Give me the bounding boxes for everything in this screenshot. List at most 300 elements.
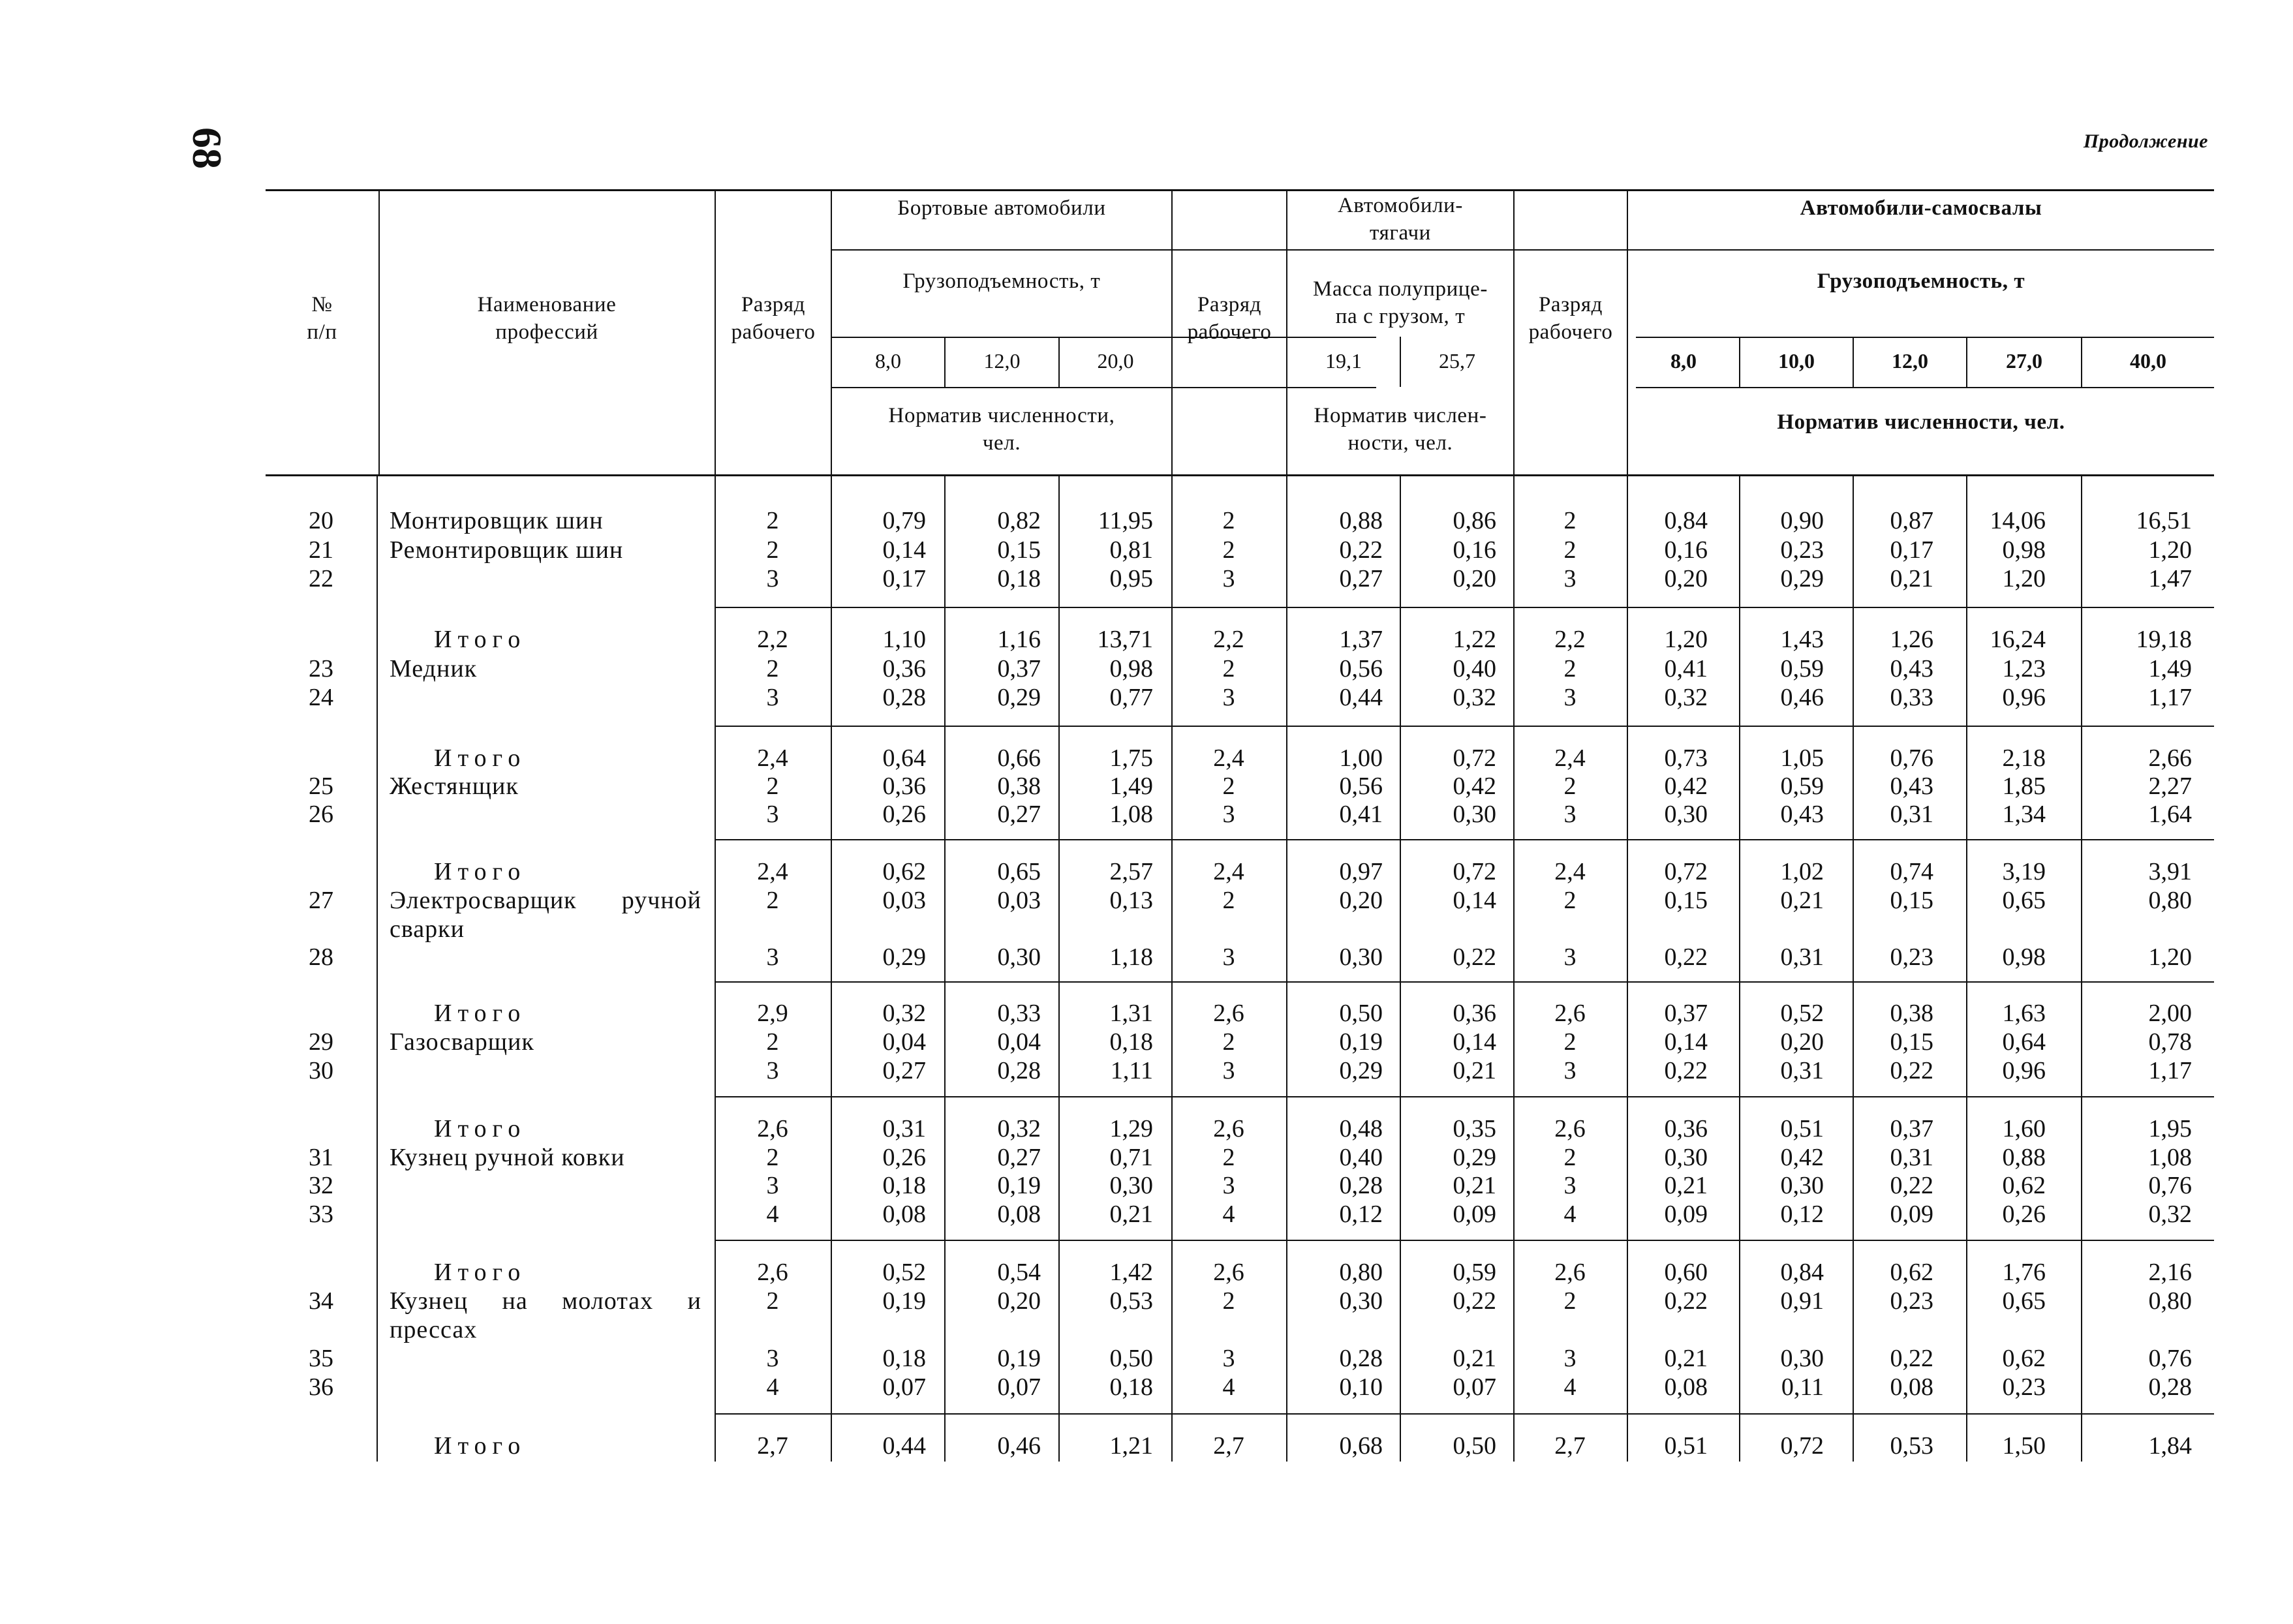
profession-word: на bbox=[502, 1287, 528, 1315]
grade-value: 3 bbox=[1222, 565, 1235, 592]
norm-value: 0,37 bbox=[1890, 1115, 1933, 1142]
header-name: Наименование профессий bbox=[477, 293, 617, 345]
norm-value: 0,88 bbox=[2002, 1144, 2046, 1171]
grade-value: 2 bbox=[766, 1287, 779, 1315]
grade-value: 3 bbox=[766, 1057, 779, 1084]
profession-word: Кузнец bbox=[390, 1287, 469, 1315]
norm-value: 0,77 bbox=[1109, 684, 1153, 711]
norm-value: 1,47 bbox=[2148, 565, 2192, 592]
norm-value: 0,14 bbox=[882, 536, 926, 564]
row-number: 24 bbox=[309, 684, 333, 711]
norm-value: 0,18 bbox=[997, 565, 1041, 592]
grade-value: 2,6 bbox=[757, 1259, 788, 1286]
norm-value: 0,30 bbox=[1339, 943, 1383, 971]
profession-word: ручной bbox=[621, 887, 701, 914]
row-number: 33 bbox=[309, 1201, 333, 1228]
norm-value: 0,22 bbox=[1339, 536, 1383, 564]
norm-value: 0,07 bbox=[997, 1373, 1041, 1401]
body-column-rule bbox=[1286, 474, 1287, 1462]
norm-value: 0,38 bbox=[1890, 1000, 1933, 1027]
norm-value: 0,73 bbox=[1664, 744, 1708, 772]
norm-value: 3,19 bbox=[2002, 858, 2046, 885]
rule-top bbox=[266, 189, 2214, 191]
norm-value: 0,56 bbox=[1339, 655, 1383, 682]
profession-word: и bbox=[687, 1287, 701, 1315]
norm-value: 0,72 bbox=[1453, 858, 1496, 885]
header-grade-2: Разряд рабочего bbox=[1187, 293, 1272, 345]
norm-value: 0,21 bbox=[1664, 1172, 1708, 1199]
norm-value: 0,21 bbox=[1664, 1345, 1708, 1372]
header-samo-capacity: Грузоподъемность, т bbox=[1817, 269, 2025, 293]
norm-value: 0,32 bbox=[1453, 684, 1496, 711]
grade-value: 2 bbox=[1222, 507, 1235, 534]
continuation-label: Продолжение bbox=[2083, 130, 2208, 152]
norm-value: 0,27 bbox=[997, 1144, 1041, 1171]
norm-value: 0,08 bbox=[1664, 1373, 1708, 1401]
grade-value: 2,4 bbox=[1213, 744, 1244, 772]
norm-value: 0,33 bbox=[997, 1000, 1041, 1027]
norm-value: 0,18 bbox=[882, 1345, 926, 1372]
rule-h1 bbox=[831, 249, 2214, 251]
norm-value: 0,21 bbox=[1453, 1172, 1496, 1199]
norm-value: 1,29 bbox=[1109, 1115, 1153, 1142]
norm-value: 0,43 bbox=[1890, 655, 1933, 682]
norm-value: 0,86 bbox=[1453, 507, 1496, 534]
grade-value: 2,4 bbox=[1554, 858, 1586, 885]
norm-value: 0,18 bbox=[882, 1172, 926, 1199]
norm-value: 0,66 bbox=[997, 744, 1041, 772]
norm-value: 0,79 bbox=[882, 507, 926, 534]
norm-value: 1,23 bbox=[2002, 655, 2046, 682]
norm-value: 1,08 bbox=[1109, 801, 1153, 828]
group-separator bbox=[715, 981, 2214, 983]
grade-value: 2,4 bbox=[1213, 858, 1244, 885]
norm-value: 16,51 bbox=[2136, 507, 2192, 534]
norm-value: 0,42 bbox=[1664, 773, 1708, 800]
norm-value: 0,88 bbox=[1339, 507, 1383, 534]
itogo-label: Итого bbox=[434, 1432, 527, 1460]
norm-value: 1,26 bbox=[1890, 626, 1933, 653]
grade-value: 2 bbox=[1222, 1287, 1235, 1315]
norm-value: 1,02 bbox=[1780, 858, 1824, 885]
norm-value: 1,18 bbox=[1109, 943, 1153, 971]
group-separator bbox=[715, 839, 2214, 840]
body-column-rule bbox=[377, 474, 378, 1462]
norm-value: 0,22 bbox=[1664, 943, 1708, 971]
norm-value: 1,49 bbox=[1109, 773, 1153, 800]
norm-value: 0,12 bbox=[1780, 1201, 1824, 1228]
norm-value: 1,76 bbox=[2002, 1259, 2046, 1286]
grade-value: 3 bbox=[1563, 565, 1577, 592]
norm-value: 0,32 bbox=[1664, 684, 1708, 711]
grade-value: 2 bbox=[1563, 1287, 1577, 1315]
grade-value: 2 bbox=[1563, 1028, 1577, 1056]
header-bort-norm: Норматив численности, чел. bbox=[888, 404, 1115, 455]
norm-value: 0,27 bbox=[997, 801, 1041, 828]
norm-value: 0,91 bbox=[1780, 1287, 1824, 1315]
norm-value: 0,26 bbox=[882, 801, 926, 828]
row-number: 31 bbox=[309, 1144, 333, 1171]
norm-value: 0,04 bbox=[882, 1028, 926, 1056]
norm-value: 0,29 bbox=[1453, 1144, 1496, 1171]
grade-value: 2,6 bbox=[1213, 1115, 1244, 1142]
row-number: 27 bbox=[309, 887, 333, 914]
norm-value: 1,22 bbox=[1453, 626, 1496, 653]
grade-value: 2 bbox=[1222, 536, 1235, 564]
norm-value: 0,64 bbox=[2002, 1028, 2046, 1056]
grade-value: 2 bbox=[766, 773, 779, 800]
profession-word: молотах bbox=[562, 1287, 654, 1315]
profession-name: Монтировщик шин bbox=[390, 507, 604, 534]
norm-value: 0,15 bbox=[1890, 887, 1933, 914]
norm-value: 0,59 bbox=[1453, 1259, 1496, 1286]
grade-value: 2 bbox=[1563, 773, 1577, 800]
header-sub-value: 20,0 bbox=[1097, 349, 1134, 373]
norm-value: 0,97 bbox=[1339, 858, 1383, 885]
norm-value: 0,07 bbox=[882, 1373, 926, 1401]
norm-value: 0,20 bbox=[1780, 1028, 1824, 1056]
norm-value: 0,59 bbox=[1780, 655, 1824, 682]
grade-value: 4 bbox=[1563, 1201, 1577, 1228]
norm-value: 0,62 bbox=[2002, 1172, 2046, 1199]
profession-name: Жестянщик bbox=[390, 773, 519, 800]
norm-value: 0,15 bbox=[1664, 887, 1708, 914]
norm-value: 0,20 bbox=[1664, 565, 1708, 592]
norm-value: 0,50 bbox=[1339, 1000, 1383, 1027]
group-separator bbox=[715, 1096, 2214, 1097]
norm-value: 1,43 bbox=[1780, 626, 1824, 653]
norm-value: 0,29 bbox=[882, 943, 926, 971]
norm-value: 0,28 bbox=[1339, 1345, 1383, 1372]
grade-value: 2,2 bbox=[1554, 626, 1586, 653]
norm-value: 0,21 bbox=[1890, 565, 1933, 592]
row-number: 20 bbox=[309, 507, 333, 534]
grade-value: 2 bbox=[1563, 655, 1577, 682]
norm-value: 13,71 bbox=[1097, 626, 1153, 653]
grade-value: 2 bbox=[766, 536, 779, 564]
header-sub-value: 8,0 bbox=[1670, 349, 1697, 373]
norm-value: 0,53 bbox=[1890, 1432, 1933, 1460]
grade-value: 2,2 bbox=[757, 626, 788, 653]
norm-value: 0,18 bbox=[1109, 1028, 1153, 1056]
profession-word: Электросварщик bbox=[390, 887, 577, 914]
norm-value: 0,80 bbox=[2148, 887, 2192, 914]
grade-value: 3 bbox=[1222, 1345, 1235, 1372]
norm-value: 0,74 bbox=[1890, 858, 1933, 885]
norm-value: 0,33 bbox=[1890, 684, 1933, 711]
norm-value: 0,28 bbox=[1339, 1172, 1383, 1199]
norm-value: 0,50 bbox=[1453, 1432, 1496, 1460]
norm-value: 0,36 bbox=[882, 655, 926, 682]
norm-value: 0,11 bbox=[1781, 1373, 1824, 1401]
profession-name bbox=[390, 886, 701, 915]
norm-value: 0,50 bbox=[1109, 1345, 1153, 1372]
norm-value: 0,30 bbox=[1664, 1144, 1708, 1171]
norm-value: 0,22 bbox=[1890, 1057, 1933, 1084]
norm-value: 0,98 bbox=[2002, 536, 2046, 564]
grade-value: 4 bbox=[1222, 1201, 1235, 1228]
grade-value: 3 bbox=[1563, 943, 1577, 971]
norm-value: 0,23 bbox=[1780, 536, 1824, 564]
norm-value: 0,43 bbox=[1780, 801, 1824, 828]
grade-value: 2 bbox=[766, 1028, 779, 1056]
norm-value: 0,22 bbox=[1890, 1172, 1933, 1199]
grade-value: 2,6 bbox=[1213, 1000, 1244, 1027]
grade-value: 2 bbox=[766, 887, 779, 914]
grade-value: 3 bbox=[1563, 684, 1577, 711]
norm-value: 0,22 bbox=[1664, 1287, 1708, 1315]
norm-value: 0,48 bbox=[1339, 1115, 1383, 1142]
norm-value: 1,20 bbox=[2002, 565, 2046, 592]
norm-value: 1,37 bbox=[1339, 626, 1383, 653]
header-sub-value: 40,0 bbox=[2130, 349, 2166, 373]
norm-value: 0,31 bbox=[1890, 1144, 1933, 1171]
norm-value: 0,19 bbox=[997, 1172, 1041, 1199]
grade-value: 2,4 bbox=[757, 858, 788, 885]
norm-value: 2,57 bbox=[1109, 858, 1153, 885]
norm-value: 0,78 bbox=[2148, 1028, 2192, 1056]
row-number: 32 bbox=[309, 1172, 333, 1199]
norm-value: 0,90 bbox=[1780, 507, 1824, 534]
header-no: № п/п bbox=[307, 293, 337, 345]
norm-value: 0,76 bbox=[2148, 1172, 2192, 1199]
norm-value: 0,20 bbox=[1339, 887, 1383, 914]
norm-value: 0,20 bbox=[1453, 565, 1496, 592]
body-column-rule bbox=[1400, 474, 1401, 1462]
rule-h2b bbox=[1636, 337, 2214, 338]
grade-value: 2,2 bbox=[1213, 626, 1244, 653]
row-number: 30 bbox=[309, 1057, 333, 1084]
grade-value: 3 bbox=[766, 684, 779, 711]
norm-value: 0,08 bbox=[882, 1201, 926, 1228]
grade-value: 2,4 bbox=[757, 744, 788, 772]
norm-value: 0,42 bbox=[1453, 773, 1496, 800]
norm-value: 0,21 bbox=[1109, 1201, 1153, 1228]
norm-value: 0,76 bbox=[2148, 1345, 2192, 1372]
norm-value: 19,18 bbox=[2136, 626, 2192, 653]
grade-value: 2 bbox=[1563, 887, 1577, 914]
norm-value: 0,65 bbox=[997, 858, 1041, 885]
norm-value: 0,71 bbox=[1109, 1144, 1153, 1171]
body-column-rule bbox=[715, 474, 716, 1462]
header-tyag-mass: Масса полуприце- па с грузом, т bbox=[1313, 277, 1488, 329]
page-number: 68 bbox=[184, 127, 230, 169]
norm-value: 0,64 bbox=[882, 744, 926, 772]
grade-value: 2 bbox=[1222, 655, 1235, 682]
norm-value: 0,98 bbox=[1109, 655, 1153, 682]
norm-value: 0,36 bbox=[1664, 1115, 1708, 1142]
header-sub-value: 10,0 bbox=[1778, 349, 1815, 373]
norm-value: 0,16 bbox=[1664, 536, 1708, 564]
body-column-rule bbox=[2081, 474, 2082, 1462]
grade-value: 3 bbox=[1222, 1172, 1235, 1199]
norm-value: 1,42 bbox=[1109, 1259, 1153, 1286]
norm-value: 1,10 bbox=[882, 626, 926, 653]
grade-value: 3 bbox=[766, 1172, 779, 1199]
row-number: 28 bbox=[309, 943, 333, 971]
header-sub-value: 8,0 bbox=[875, 349, 901, 373]
norm-value: 0,46 bbox=[1780, 684, 1824, 711]
norm-value: 0,95 bbox=[1109, 565, 1153, 592]
norm-value: 0,30 bbox=[1109, 1172, 1153, 1199]
profession-name: сварки bbox=[390, 915, 465, 943]
norm-value: 1,16 bbox=[997, 626, 1041, 653]
norm-value: 1,60 bbox=[2002, 1115, 2046, 1142]
grade-value: 4 bbox=[1222, 1373, 1235, 1401]
grade-value: 3 bbox=[766, 565, 779, 592]
profession-name: Кузнец ручной ковки bbox=[390, 1144, 625, 1171]
norm-value: 1,05 bbox=[1780, 744, 1824, 772]
profession-name: прессах bbox=[390, 1316, 478, 1343]
group-separator bbox=[715, 607, 2214, 608]
body-column-rule bbox=[1058, 474, 1060, 1462]
header-bort-capacity: Грузоподъемность, т bbox=[902, 269, 1101, 293]
norm-value: 0,23 bbox=[2002, 1373, 2046, 1401]
body-column-rule bbox=[1171, 474, 1173, 1462]
grade-value: 2,7 bbox=[1213, 1432, 1244, 1460]
norm-value: 0,62 bbox=[882, 858, 926, 885]
grade-value: 3 bbox=[766, 943, 779, 971]
norm-value: 0,52 bbox=[882, 1259, 926, 1286]
grade-value: 3 bbox=[1563, 1345, 1577, 1372]
norm-value: 2,18 bbox=[2002, 744, 2046, 772]
norm-value: 0,38 bbox=[997, 773, 1041, 800]
grade-value: 2,6 bbox=[1554, 1259, 1586, 1286]
norm-value: 0,09 bbox=[1664, 1201, 1708, 1228]
header-samo-norm: Норматив численности, чел. bbox=[1777, 410, 2065, 434]
profession-name: Медник bbox=[390, 655, 478, 682]
norm-value: 11,95 bbox=[1098, 507, 1153, 534]
norm-value: 0,22 bbox=[1890, 1345, 1933, 1372]
row-number: 34 bbox=[309, 1287, 333, 1315]
group-separator bbox=[715, 726, 2214, 727]
norm-value: 1,08 bbox=[2148, 1144, 2192, 1171]
grade-value: 2 bbox=[1222, 1144, 1235, 1171]
grade-value: 2 bbox=[1222, 887, 1235, 914]
norm-value: 0,29 bbox=[1780, 565, 1824, 592]
norm-value: 0,96 bbox=[2002, 684, 2046, 711]
norm-value: 1,85 bbox=[2002, 773, 2046, 800]
norm-value: 0,23 bbox=[1890, 943, 1933, 971]
norm-value: 0,17 bbox=[1890, 536, 1933, 564]
norm-value: 0,03 bbox=[882, 887, 926, 914]
norm-value: 0,29 bbox=[997, 684, 1041, 711]
row-number: 26 bbox=[309, 801, 333, 828]
norm-value: 0,30 bbox=[1339, 1287, 1383, 1315]
norm-value: 0,21 bbox=[1453, 1345, 1496, 1372]
grade-value: 2 bbox=[766, 507, 779, 534]
body-column-rule bbox=[944, 474, 946, 1462]
norm-value: 1,00 bbox=[1339, 744, 1383, 772]
norm-value: 0,03 bbox=[997, 887, 1041, 914]
norm-value: 2,00 bbox=[2148, 1000, 2192, 1027]
norm-value: 0,80 bbox=[1339, 1259, 1383, 1286]
norm-value: 0,87 bbox=[1890, 507, 1933, 534]
norm-value: 0,26 bbox=[882, 1144, 926, 1171]
norm-value: 0,56 bbox=[1339, 773, 1383, 800]
norm-value: 0,26 bbox=[2002, 1201, 2046, 1228]
norm-value: 0,32 bbox=[882, 1000, 926, 1027]
norm-value: 0,19 bbox=[882, 1287, 926, 1315]
itogo-label: Итого bbox=[434, 626, 527, 653]
norm-value: 0,23 bbox=[1890, 1287, 1933, 1315]
row-number: 23 bbox=[309, 655, 333, 682]
norm-value: 0,40 bbox=[1339, 1144, 1383, 1171]
norm-value: 0,22 bbox=[1453, 1287, 1496, 1315]
norm-value: 1,20 bbox=[2148, 536, 2192, 564]
grade-value: 2 bbox=[766, 655, 779, 682]
norm-value: 0,28 bbox=[997, 1057, 1041, 1084]
norm-value: 0,59 bbox=[1780, 773, 1824, 800]
norm-value: 2,66 bbox=[2148, 744, 2192, 772]
grade-value: 2 bbox=[1563, 507, 1577, 534]
header-grade-3: Разряд рабочего bbox=[1528, 293, 1613, 345]
norm-value: 0,43 bbox=[1890, 773, 1933, 800]
row-number: 29 bbox=[309, 1028, 333, 1056]
grade-value: 4 bbox=[1563, 1373, 1577, 1401]
grade-value: 3 bbox=[1222, 943, 1235, 971]
grade-value: 4 bbox=[766, 1201, 779, 1228]
norm-value: 0,10 bbox=[1339, 1373, 1383, 1401]
grade-value: 2,6 bbox=[1213, 1259, 1244, 1286]
grade-value: 2 bbox=[1563, 536, 1577, 564]
norm-value: 0,29 bbox=[1339, 1057, 1383, 1084]
norm-value: 0,22 bbox=[1664, 1057, 1708, 1084]
profession-name bbox=[390, 1287, 701, 1315]
norm-value: 1,20 bbox=[1664, 626, 1708, 653]
header-sub-value: 12,0 bbox=[1892, 349, 1928, 373]
itogo-label: Итого bbox=[434, 858, 527, 885]
grade-value: 3 bbox=[1222, 801, 1235, 828]
norm-value: 0,21 bbox=[1780, 887, 1824, 914]
norm-value: 0,51 bbox=[1780, 1115, 1824, 1142]
grade-value: 2 bbox=[1222, 773, 1235, 800]
norm-value: 0,30 bbox=[1664, 801, 1708, 828]
norm-value: 0,07 bbox=[1453, 1373, 1496, 1401]
grade-value: 2,7 bbox=[757, 1432, 788, 1460]
grade-value: 3 bbox=[1563, 1172, 1577, 1199]
grade-value: 3 bbox=[1563, 801, 1577, 828]
norm-value: 0,52 bbox=[1780, 1000, 1824, 1027]
grade-value: 2,6 bbox=[1554, 1115, 1586, 1142]
norm-value: 0,36 bbox=[1453, 1000, 1496, 1027]
norm-value: 0,28 bbox=[2148, 1373, 2192, 1401]
norm-value: 0,42 bbox=[1780, 1144, 1824, 1171]
header-samo-title: Автомобили-самосвалы bbox=[1800, 196, 2042, 220]
norm-value: 0,72 bbox=[1780, 1432, 1824, 1460]
norm-value: 0,62 bbox=[1890, 1259, 1933, 1286]
body-column-rule bbox=[831, 474, 832, 1462]
norm-value: 0,08 bbox=[997, 1201, 1041, 1228]
group-separator bbox=[715, 1240, 2214, 1241]
norm-value: 0,09 bbox=[1890, 1201, 1933, 1228]
norm-value: 0,12 bbox=[1339, 1201, 1383, 1228]
norm-value: 1,20 bbox=[2148, 943, 2192, 971]
norm-value: 0,19 bbox=[997, 1345, 1041, 1372]
norm-value: 0,31 bbox=[882, 1115, 926, 1142]
group-separator bbox=[715, 1413, 2214, 1415]
norm-value: 0,15 bbox=[997, 536, 1041, 564]
grade-value: 3 bbox=[1222, 1057, 1235, 1084]
norm-value: 1,49 bbox=[2148, 655, 2192, 682]
norm-value: 0,32 bbox=[997, 1115, 1041, 1142]
rule-h2a bbox=[831, 337, 1376, 338]
norm-value: 0,37 bbox=[997, 655, 1041, 682]
norm-value: 0,08 bbox=[1890, 1373, 1933, 1401]
grade-value: 2,7 bbox=[1554, 1432, 1586, 1460]
grade-value: 2,6 bbox=[757, 1115, 788, 1142]
header-tyag-title: Автомобили- тягачи bbox=[1338, 194, 1463, 245]
